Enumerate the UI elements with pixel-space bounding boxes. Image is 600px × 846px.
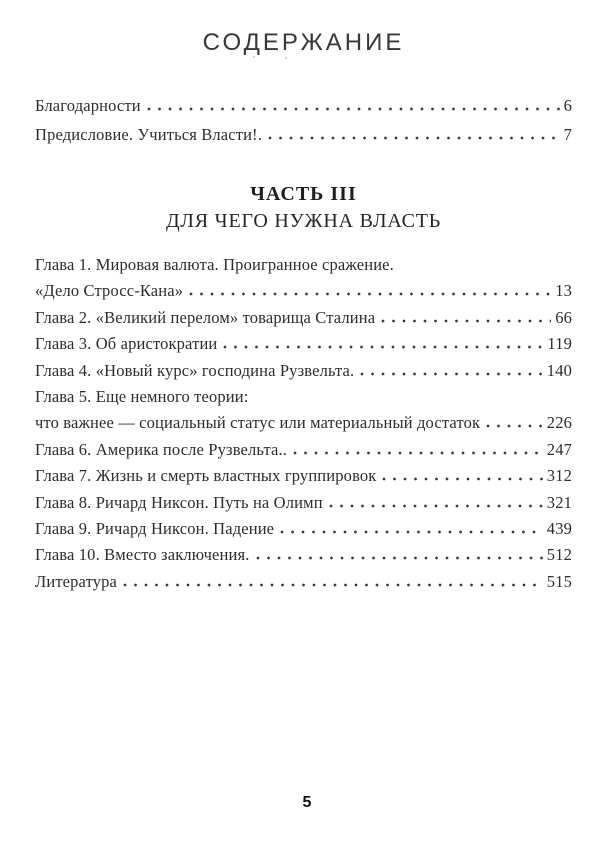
toc-entry-page: 66 [555, 307, 572, 327]
toc-entry-page: 7 [563, 125, 572, 144]
chapter-list [35, 255, 572, 598]
toc-entry [35, 361, 572, 387]
toc-entry [35, 440, 572, 466]
toc-entry-page: 515 [546, 571, 572, 591]
dot-leader-icon [189, 292, 551, 296]
toc-entry-label: Глава 7. Жизнь и смерть властных группировок [35, 466, 377, 486]
toc-entry [35, 387, 572, 413]
toc-entry-page: 321 [546, 492, 572, 512]
toc-entry-page: 119 [547, 334, 572, 354]
dot-leader-icon [486, 424, 543, 428]
toc-entry [35, 281, 572, 307]
toc-entry [35, 308, 572, 334]
toc-entry [35, 519, 572, 545]
toc-entry-page: 247 [546, 439, 572, 459]
part-heading [35, 181, 572, 235]
dot-leader-icon [382, 477, 542, 481]
toc-entry-label: Глава 2. «Великий перелом» товарища Сталина [35, 307, 376, 327]
scan-speck [253, 56, 255, 58]
dot-leader-icon [223, 345, 543, 349]
toc-entry-page: 6 [563, 96, 572, 115]
toc-entry [35, 545, 572, 571]
dot-leader-icon [256, 556, 543, 560]
toc-entry-label: Литература [35, 571, 118, 591]
toc-entry-label: Глава 4. «Новый курс» господина Рузвельта. [35, 360, 355, 380]
toc-entry-page: 13 [555, 281, 572, 301]
scan-speck [285, 57, 287, 59]
toc-entry-page: 312 [546, 466, 572, 486]
toc-entry-label: Глава 3. Об аристократии [35, 334, 218, 354]
toc-entry-label: Глава 8. Ричард Никсон. Путь на Олимп [35, 492, 323, 512]
toc-entry-label: Благодарности [35, 96, 141, 115]
dot-leader-icon [280, 530, 543, 534]
toc-entry-label: «Дело Стросс-Кана» [35, 281, 184, 301]
toc-entry [35, 96, 572, 125]
toc-entry [35, 255, 572, 281]
dot-leader-icon [123, 583, 543, 587]
part-kicker: ЧАСТЬ III [250, 183, 357, 205]
toc-entry-page: 226 [546, 413, 572, 433]
part-title: ДЛЯ ЧЕГО НУЖНА ВЛАСТЬ [165, 210, 442, 232]
dot-leader-icon [329, 504, 543, 508]
dot-leader-icon [381, 319, 551, 323]
dot-leader-icon [147, 107, 560, 111]
toc-entry-label: Глава 9. Ричард Никсон. Падение [35, 518, 275, 538]
toc-entry [35, 466, 572, 492]
toc-entry [35, 572, 572, 598]
toc-entry-label: Предисловие. Учиться Власти!. [35, 125, 262, 144]
footer-page-number: 5 [302, 794, 312, 811]
toc-entry-label: Глава 1. Мировая валюта. Проигранное сражение. [35, 255, 394, 274]
toc-entry [35, 125, 572, 154]
front-matter-list [35, 96, 572, 154]
dot-leader-icon [268, 136, 560, 140]
book-page [35, 0, 572, 598]
toc-entry-label: Глава 10. Вместо заключения. [35, 545, 250, 565]
dot-leader-icon [293, 451, 543, 455]
toc-entry-label: Глава 5. Еще немного теории: [35, 386, 249, 406]
page-title: СОДЕРЖАНИЕ [202, 29, 405, 56]
toc-entry-label: что важнее — социальный статус или материальный достаток [35, 413, 481, 433]
toc-entry [35, 413, 572, 439]
toc-entry-page: 140 [546, 360, 572, 380]
toc-entry-label: Глава 6. Америка после Рузвельта.. [35, 439, 288, 459]
toc-entry [35, 493, 572, 519]
toc-entry [35, 334, 572, 360]
toc-entry-page: 439 [546, 518, 572, 538]
dot-leader-icon [360, 372, 542, 376]
toc-entry-page: 512 [546, 545, 572, 565]
